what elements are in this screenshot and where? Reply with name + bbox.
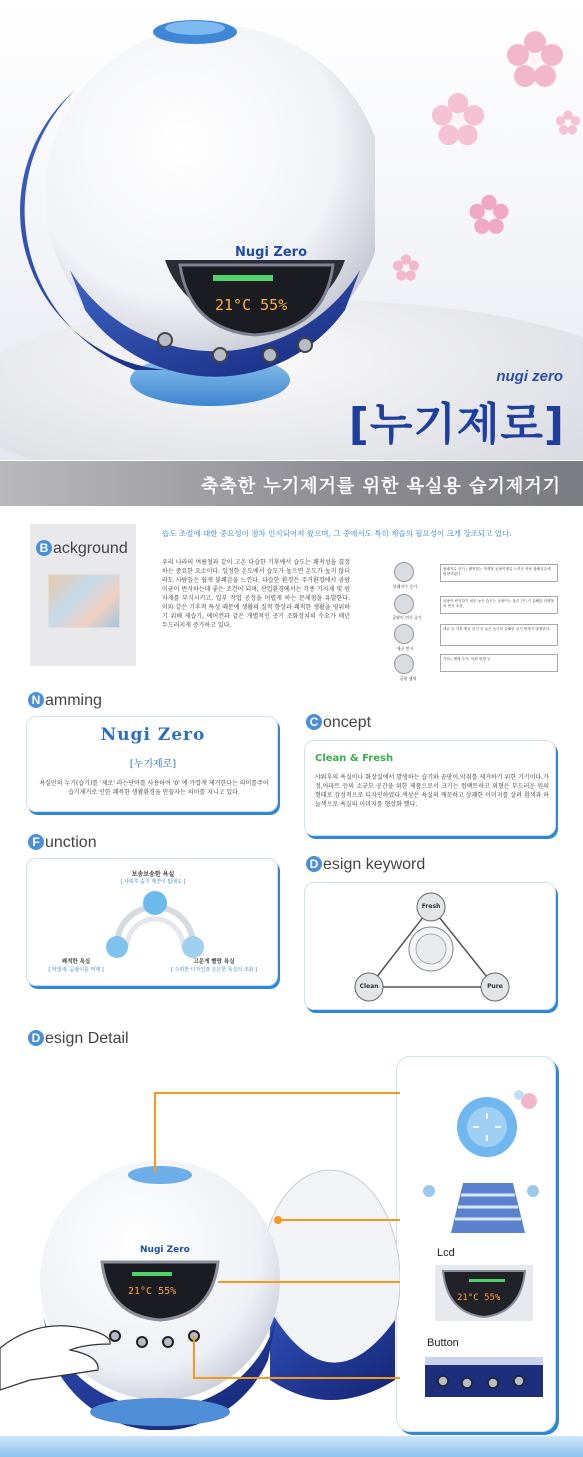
- heading-letter: B: [36, 540, 52, 556]
- lcd-label: Lcd: [437, 1247, 455, 1259]
- brand-name-en: nugi zero: [496, 368, 563, 385]
- item-icon-label: 곰팡이 번식 증가: [392, 615, 422, 620]
- detail-card: [396, 1056, 556, 1432]
- button-closeup-image: [425, 1357, 543, 1397]
- heading-letter: D: [306, 856, 322, 872]
- item-icon: [394, 654, 414, 674]
- function-left-title: 쾌적한 욕실: [61, 959, 91, 965]
- hero-product-logo: Nugi Zero: [235, 245, 308, 260]
- brand-name-ko: [누기제로]: [348, 399, 565, 450]
- lcd-closeup-text: 21°C 55%: [457, 1293, 501, 1303]
- detail-product-logo: Nugi Zero: [140, 1245, 190, 1255]
- background-items: [388, 558, 563, 688]
- function-right-title: 고운게 빨랑 욕실: [193, 959, 235, 965]
- keyword-fresh: Fresh: [421, 903, 441, 910]
- heading-rest: amming: [45, 692, 102, 709]
- bottom-band: [0, 1436, 583, 1457]
- subtitle-banner: [0, 461, 583, 506]
- heading-letter: N: [28, 692, 44, 708]
- function-top-sub: [ 샤워후 습기 깨끗이 없애도 ]: [120, 879, 186, 885]
- item-text-box: 기타 / 냄새 부식, 악취 발생 등: [440, 654, 558, 672]
- heading-rest: esign keyword: [323, 856, 426, 873]
- flower-decoration: [555, 110, 581, 136]
- background-section: [0, 506, 583, 686]
- item-icon-label: 불쾌지수 증가: [392, 584, 418, 589]
- function-card: [26, 858, 278, 986]
- product-hero-image: [15, 10, 375, 410]
- heading-rest: oncept: [323, 714, 372, 731]
- top-vent-image: [447, 1087, 547, 1157]
- background-photo: [48, 574, 120, 628]
- background-lead: 습도 조절에 대한 중요성이 점차 인식되어져 왔으며, 그 중에서도 특히 제습의 필요성이 크게 강조되고 있다.: [162, 529, 512, 538]
- naming-card: [26, 716, 278, 812]
- heading-letter: F: [28, 834, 44, 850]
- concept-heading: [306, 714, 371, 732]
- flower-decoration: [505, 30, 565, 90]
- function-left-sub: [ 악냄새, 곰팡이를 억제 ]: [48, 967, 104, 973]
- concept-desc: 샤워후의 욕실이나 화장실에서 발생하는 습기와 곰팡이,악취를 제거하기 위한 기기이다.가정,아파트 등의 소규모 공간을 위한 제품으로서 크기는 컴팩트하고 외형은 부드러운 원의 형태로 감성적으로 디자인하였다.색상은 욕실의 깨끗하고 상쾌한 이미지를 살려 흰색과 하늘색으로 욕실의 이미지를 형상화 했다.: [315, 774, 549, 808]
- concept-title: Clean & Fresh: [315, 753, 394, 764]
- hero-section: [0, 0, 583, 460]
- concept-card: [304, 740, 556, 836]
- item-text-box: 곰팡이 번식하기 쉬운 높은 습도는 곰팡이는 물론 진드기 유해한 미생물의 번식 조건: [440, 596, 558, 614]
- side-vent-image: [415, 1169, 545, 1243]
- naming-ko: [누기제로]: [129, 759, 177, 770]
- heading-rest: ackground: [53, 540, 128, 557]
- item-text-box: 불쾌지수 증가 / 쾌적하는 미생물 곰팡이방류 느끼운 작용 불쾌지수에 영향하였다.: [440, 564, 558, 582]
- hero-lcd: 21°C 55%: [215, 296, 288, 314]
- flower-decoration: [392, 254, 420, 282]
- button-label: Button: [427, 1337, 459, 1349]
- flower-decoration: [468, 194, 510, 236]
- keyword-card: [304, 882, 556, 1010]
- function-top-title: 보송보송한 욕실: [131, 871, 175, 878]
- heading-letter: C: [306, 714, 322, 730]
- item-icon-label: 세균 번식: [396, 646, 414, 651]
- heading-letter: D: [28, 1030, 44, 1046]
- detail-heading: [28, 1030, 129, 1048]
- naming-logo: Nugi Zero: [100, 725, 206, 745]
- naming-desc: 욕실안의 누기(습기)를 '제로' 라는단어를 사용하여 '0' 에 가깝게 제거한다는 의미를주어 습기제거로 인한 쾌적한 생활환경을 만들자는 의미를 지니고 있다.: [39, 780, 269, 796]
- item-icon: [394, 624, 414, 644]
- flower-decoration: [430, 92, 486, 148]
- keyword-pure: Pure: [487, 983, 503, 990]
- background-body: 우리 나라의 여름철과 같이 고온 다습한 기후에서 습도는 쾌적성을 결정하는 중요한 요소이다. 일정한 온도에서 습도가 높으면 온도가 높지 않더라도 사람들은 쉽게 불쾌감을 느낀다. 다습한 환경은 주거환경에서 곰팡이균이 번식하는데 좋은 조건이 되며, 산업환경에서는 각종 기자재 및 원자재를 부식시키고, 일부 작업 공정을 어렵게 하는 문제점을 유발한다. 이와 같은 기후적 특성 때문에 생활의 질적 향상과 쾌적한 생활을 영위하기 위해 제습기, 에어컨과 같은 개별적인 공기 조화장치의 수요가 매년 두드러지게 증가하고 있다.: [162, 559, 350, 629]
- function-heading: [28, 834, 97, 852]
- item-text-box: 세균 등 각종 병균 증식 등 높은 습기의 유해한 공기 발생시 발생한다.: [440, 624, 558, 646]
- keyword-clean: Clean: [359, 983, 379, 990]
- background-heading: [36, 540, 128, 558]
- detail-product-lcd: 21°C 55%: [128, 1286, 177, 1297]
- item-icon-label: 곰팡 냄새: [399, 676, 417, 681]
- subtitle-text: 축축한 누기제거를 위한 욕실용 습기제거기: [200, 476, 561, 497]
- keyword-heading: [306, 856, 425, 874]
- function-right-sub: [ 수려한 디자인과 은은한 욕실의 조화 ]: [171, 967, 257, 973]
- heading-rest: unction: [45, 834, 97, 851]
- naming-heading: [28, 692, 102, 710]
- item-icon: [394, 562, 414, 582]
- item-icon: [394, 594, 414, 614]
- detail-product-image: [0, 1080, 400, 1430]
- heading-rest: esign Detail: [45, 1030, 129, 1047]
